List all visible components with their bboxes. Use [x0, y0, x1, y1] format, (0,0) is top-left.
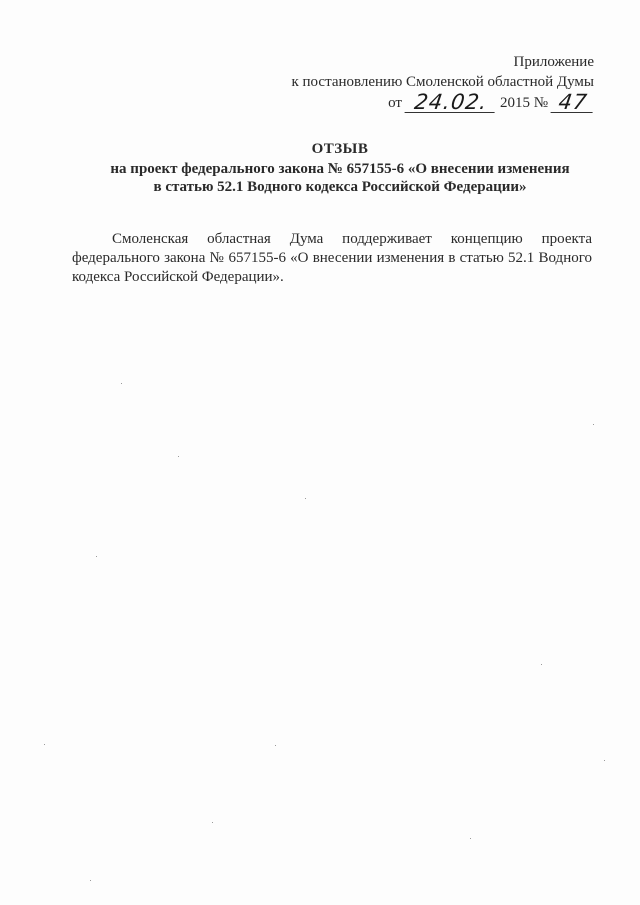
- title-heading: ОТЗЫВ: [311, 141, 369, 157]
- scan-speck: [121, 383, 122, 384]
- scan-speck: [212, 822, 213, 823]
- scan-speck: [305, 498, 306, 499]
- title-line-2: в статью 52.1 Водного кодекса Российской Федерации»: [153, 179, 527, 195]
- handwritten-date: 24.02.: [404, 92, 497, 113]
- scan-speck: [541, 664, 542, 665]
- scan-speck: [604, 760, 605, 761]
- handwritten-number: 47: [551, 92, 596, 113]
- document-body: [72, 230, 592, 287]
- document-title: [60, 140, 620, 196]
- body-paragraph: Смоленская областная Дума поддерживает концепцию проекта федерального закона № 657155-6 «О внесении изменения в статью 52.1 Водного кодекса Российской Федерации».: [72, 231, 592, 285]
- annex-label: Приложение: [513, 54, 594, 70]
- scan-speck: [90, 880, 91, 881]
- year-suffix: 2015 №: [499, 95, 548, 111]
- annex-header: [234, 52, 594, 113]
- annex-resolution: к постановлению Смоленской областной Думы: [291, 74, 594, 90]
- scan-speck: [275, 745, 276, 746]
- annex-date-line: [234, 92, 594, 113]
- scan-speck: [593, 424, 594, 425]
- scan-speck: [96, 556, 97, 557]
- scan-speck: [178, 456, 179, 457]
- date-prefix: от: [388, 95, 402, 111]
- scan-speck: [470, 838, 471, 839]
- title-line-1: на проект федерального закона № 657155-6 «О внесении изменения: [110, 161, 570, 177]
- scan-speck: [44, 744, 45, 745]
